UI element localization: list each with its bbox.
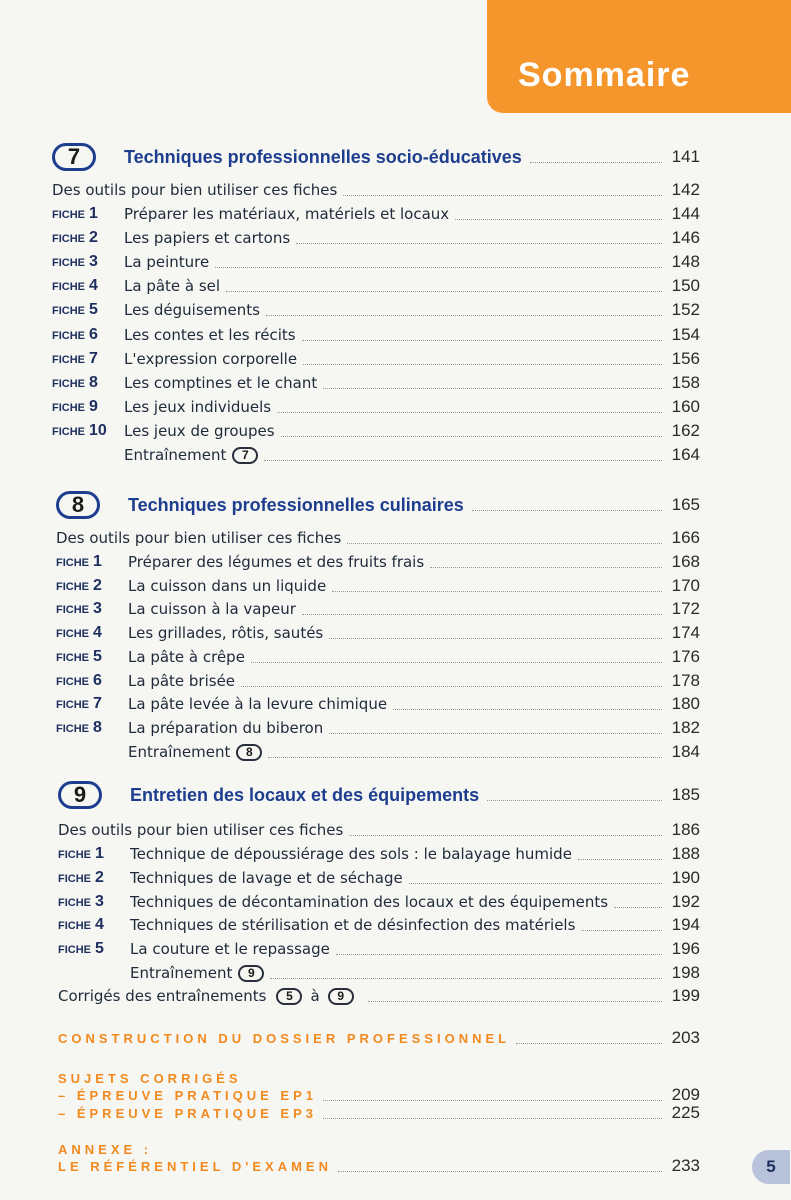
fiche-number: 9 bbox=[89, 398, 98, 415]
page-ref: 141 bbox=[671, 147, 700, 166]
entry-label: La pâte levée à la levure chimique bbox=[128, 695, 388, 713]
fiche-number: 3 bbox=[95, 893, 104, 910]
fiche-label bbox=[52, 205, 124, 223]
page-ref: 168 bbox=[671, 552, 700, 571]
entry-label: Préparer les matériaux, matériels et locaux bbox=[124, 205, 450, 223]
fiche-label bbox=[56, 719, 128, 737]
training-number-badge: 7 bbox=[232, 447, 258, 464]
dot-leader bbox=[323, 1100, 662, 1101]
page-ref: 164 bbox=[671, 445, 700, 464]
fiche-entry[interactable] bbox=[56, 550, 700, 574]
dot-leader bbox=[303, 364, 662, 365]
training-number-badge: 8 bbox=[236, 744, 262, 761]
sujets-heading-label: SUJETS CORRIGÉS bbox=[58, 1070, 242, 1086]
dot-leader bbox=[277, 412, 662, 413]
dot-leader bbox=[241, 686, 662, 687]
dot-leader bbox=[349, 835, 662, 836]
fiche-word: FICHE bbox=[58, 849, 91, 861]
fiche-entry[interactable] bbox=[58, 842, 700, 866]
section-title: Techniques professionnelles socio-éducatives bbox=[124, 146, 522, 167]
training-number-badge: 9 bbox=[238, 965, 264, 982]
fiche-word: FICHE bbox=[52, 378, 85, 390]
fiche-number: 5 bbox=[89, 301, 98, 318]
page-ref: 170 bbox=[671, 576, 700, 595]
dot-leader bbox=[264, 460, 662, 461]
page-ref: 148 bbox=[671, 252, 700, 271]
fiche-entry[interactable] bbox=[56, 645, 700, 669]
entry-label: L'expression corporelle bbox=[124, 350, 298, 368]
dot-leader bbox=[268, 757, 662, 758]
entry-label: CONSTRUCTION DU DOSSIER PROFESSIONNEL bbox=[58, 1030, 511, 1046]
page-ref: 144 bbox=[671, 204, 700, 223]
fiche-entry[interactable] bbox=[52, 371, 700, 395]
fiche-entry[interactable] bbox=[52, 395, 700, 419]
entry-label: Technique de dépoussiérage des sols : le balayage humide bbox=[130, 845, 572, 863]
entry-label: La pâte à sel bbox=[124, 277, 221, 295]
entry-label: La pâte brisée bbox=[128, 672, 236, 690]
entry-label: Les jeux individuels bbox=[124, 398, 272, 416]
entry-label: Entraînement bbox=[124, 446, 227, 464]
fiche-entry[interactable] bbox=[52, 226, 700, 250]
page-ref: 194 bbox=[671, 915, 700, 934]
fiche-word: FICHE bbox=[56, 723, 89, 735]
fiche-label bbox=[52, 229, 124, 247]
dot-leader bbox=[581, 930, 662, 931]
sujet-entry[interactable] bbox=[58, 1104, 700, 1122]
fiche-word: FICHE bbox=[58, 920, 91, 932]
fiche-number: 3 bbox=[89, 253, 98, 270]
section-heading[interactable] bbox=[56, 486, 700, 524]
dot-leader bbox=[409, 883, 662, 884]
dot-leader bbox=[487, 800, 662, 801]
fiche-word: FICHE bbox=[56, 628, 89, 640]
fiche-word: FICHE bbox=[56, 604, 89, 616]
dot-leader bbox=[343, 195, 662, 196]
fiche-label bbox=[58, 845, 130, 863]
fiche-word: FICHE bbox=[52, 402, 85, 414]
fiche-word: FICHE bbox=[56, 699, 89, 711]
dot-leader bbox=[266, 315, 662, 316]
fiche-word: FICHE bbox=[52, 354, 85, 366]
entry-label: La couture et le repassage bbox=[130, 940, 330, 958]
fiche-number: 7 bbox=[93, 695, 102, 712]
fiche-number: 2 bbox=[93, 577, 102, 594]
intro-entry[interactable] bbox=[58, 818, 700, 842]
entry-label: Les jeux de groupes bbox=[124, 422, 275, 440]
page-ref: 172 bbox=[671, 599, 700, 618]
corriges-entry[interactable] bbox=[58, 984, 700, 1008]
entry-label: Techniques de lavage et de séchage bbox=[130, 869, 403, 887]
dot-leader bbox=[323, 388, 662, 389]
page-ref: 196 bbox=[671, 939, 700, 958]
fiche-label bbox=[56, 695, 128, 713]
fiche-word: FICHE bbox=[52, 330, 85, 342]
section-number-badge: 9 bbox=[58, 781, 102, 809]
page-ref: 209 bbox=[671, 1085, 700, 1104]
page-ref: 186 bbox=[671, 820, 700, 839]
fiche-label bbox=[52, 422, 124, 440]
dot-leader bbox=[323, 1118, 662, 1119]
fiche-label bbox=[56, 672, 128, 690]
entry-label: Les papiers et cartons bbox=[124, 229, 291, 247]
sujets-heading bbox=[58, 1068, 242, 1088]
fiche-number: 8 bbox=[89, 374, 98, 391]
fiche-word: FICHE bbox=[52, 281, 85, 293]
training-entry[interactable] bbox=[52, 443, 700, 467]
dot-leader bbox=[302, 340, 662, 341]
fiche-word: FICHE bbox=[52, 233, 85, 245]
fiche-entry[interactable] bbox=[58, 913, 700, 937]
page-number: 5 bbox=[752, 1150, 790, 1184]
page-ref: 184 bbox=[671, 742, 700, 761]
page-ref: 233 bbox=[671, 1156, 700, 1175]
fiche-entry[interactable] bbox=[52, 250, 700, 274]
fiche-label bbox=[52, 374, 124, 392]
annexe-entry[interactable] bbox=[58, 1156, 700, 1176]
dot-leader bbox=[251, 662, 662, 663]
fiche-entry[interactable] bbox=[52, 298, 700, 322]
fiche-entry[interactable] bbox=[58, 866, 700, 890]
page-ref: 154 bbox=[671, 325, 700, 344]
fiche-label bbox=[56, 648, 128, 666]
page-ref: 162 bbox=[671, 421, 700, 440]
fiche-number: 10 bbox=[89, 422, 107, 439]
fiche-label bbox=[58, 916, 130, 934]
fiche-word: FICHE bbox=[56, 652, 89, 664]
dot-leader bbox=[296, 243, 662, 244]
section-number-badge: 7 bbox=[52, 143, 96, 171]
page-ref: 190 bbox=[671, 868, 700, 887]
intro-entry[interactable] bbox=[52, 178, 700, 202]
fiche-entry[interactable] bbox=[52, 323, 700, 347]
fiche-number: 4 bbox=[95, 916, 104, 933]
fiche-number: 2 bbox=[95, 869, 104, 886]
page-ref: 174 bbox=[671, 623, 700, 642]
fiche-label bbox=[58, 869, 130, 887]
section-number-badge: 8 bbox=[56, 491, 100, 519]
fiche-entry[interactable] bbox=[52, 347, 700, 371]
page-ref: 156 bbox=[671, 349, 700, 368]
fiche-label bbox=[52, 326, 124, 344]
entry-label: Techniques de décontamination des locaux et des équipements bbox=[130, 893, 609, 911]
fiche-label bbox=[56, 553, 128, 571]
page-ref: 158 bbox=[671, 373, 700, 392]
dot-leader bbox=[347, 543, 662, 544]
dot-leader bbox=[516, 1043, 662, 1044]
fiche-entry[interactable] bbox=[52, 274, 700, 298]
page-ref: 176 bbox=[671, 647, 700, 666]
page-ref: 165 bbox=[671, 495, 700, 514]
dot-leader bbox=[455, 219, 662, 220]
page-ref: 178 bbox=[671, 671, 700, 690]
entry-label: La préparation du biberon bbox=[128, 719, 324, 737]
page-ref: 150 bbox=[671, 276, 700, 295]
fiche-number: 3 bbox=[93, 600, 102, 617]
annexe-heading-label: ANNEXE : bbox=[58, 1141, 153, 1157]
fiche-number: 4 bbox=[89, 277, 98, 294]
fiche-number: 6 bbox=[93, 672, 102, 689]
page-ref: 199 bbox=[671, 986, 700, 1005]
fiche-number: 5 bbox=[93, 648, 102, 665]
entry-label: Corrigés des entraînements bbox=[58, 987, 267, 1005]
dot-leader bbox=[578, 859, 662, 860]
fiche-entry[interactable] bbox=[56, 597, 700, 621]
entry-label: La cuisson dans un liquide bbox=[128, 577, 327, 595]
fiche-entry[interactable] bbox=[56, 692, 700, 716]
fiche-entry[interactable] bbox=[52, 419, 700, 443]
entry-label: LE RÉFÉRENTIEL D'EXAMEN bbox=[58, 1158, 332, 1174]
corriges-from-badge: 5 bbox=[276, 988, 302, 1005]
fiche-number: 1 bbox=[93, 553, 102, 570]
fiche-number: 6 bbox=[89, 326, 98, 343]
page-ref: 182 bbox=[671, 718, 700, 737]
entry-label: La peinture bbox=[124, 253, 210, 271]
page-ref: 146 bbox=[671, 228, 700, 247]
page-ref: 188 bbox=[671, 844, 700, 863]
fiche-number: 2 bbox=[89, 229, 98, 246]
entry-label: – ÉPREUVE PRATIQUE EP3 bbox=[58, 1105, 317, 1121]
dot-leader bbox=[329, 638, 662, 639]
entry-label: – ÉPREUVE PRATIQUE EP1 bbox=[58, 1087, 317, 1103]
dot-leader bbox=[614, 907, 662, 908]
entry-label: Techniques de stérilisation et de désinfection des matériels bbox=[130, 916, 576, 934]
page-ref: 180 bbox=[671, 694, 700, 713]
fiche-number: 8 bbox=[93, 719, 102, 736]
fiche-word: FICHE bbox=[58, 944, 91, 956]
entry-label: Des outils pour bien utiliser ces fiches bbox=[58, 821, 344, 839]
fiche-word: FICHE bbox=[56, 557, 89, 569]
dot-leader bbox=[430, 567, 662, 568]
page-ref: 185 bbox=[671, 785, 700, 804]
dot-leader bbox=[472, 510, 662, 511]
fiche-word: FICHE bbox=[52, 426, 85, 438]
dot-leader bbox=[338, 1171, 662, 1172]
entry-label: Les grillades, rôtis, sautés bbox=[128, 624, 324, 642]
section-title: Techniques professionnelles culinaires bbox=[128, 494, 464, 515]
fiche-entry[interactable] bbox=[58, 890, 700, 914]
fiche-number: 1 bbox=[89, 205, 98, 222]
fiche-number: 7 bbox=[89, 350, 98, 367]
fiche-label bbox=[58, 940, 130, 958]
fiche-label bbox=[52, 350, 124, 368]
training-entry[interactable] bbox=[58, 961, 700, 985]
dot-leader bbox=[215, 267, 662, 268]
page-title: Sommaire bbox=[518, 56, 691, 94]
dot-leader bbox=[270, 978, 662, 979]
dot-leader bbox=[530, 162, 662, 163]
entry-label: Les déguisements bbox=[124, 301, 260, 319]
fiche-word: FICHE bbox=[52, 257, 85, 269]
fiche-entry[interactable] bbox=[58, 937, 700, 961]
entry-label: Des outils pour bien utiliser ces fiches bbox=[52, 181, 338, 199]
entry-label: Préparer des légumes et des fruits frais bbox=[128, 553, 425, 571]
section-heading[interactable] bbox=[52, 138, 700, 176]
fiche-label bbox=[56, 624, 128, 642]
fiche-entry[interactable] bbox=[56, 669, 700, 693]
page-ref: 166 bbox=[671, 528, 700, 547]
fiche-number: 5 bbox=[95, 940, 104, 957]
entry-label: Les comptines et le chant bbox=[124, 374, 318, 392]
intro-entry[interactable] bbox=[56, 526, 700, 550]
fiche-label bbox=[52, 301, 124, 319]
dot-leader bbox=[336, 954, 662, 955]
fiche-label bbox=[52, 398, 124, 416]
construction-entry[interactable] bbox=[58, 1026, 700, 1050]
page-ref: 225 bbox=[671, 1103, 700, 1122]
page-ref: 152 bbox=[671, 300, 700, 319]
fiche-word: FICHE bbox=[52, 305, 85, 317]
sujet-entry[interactable] bbox=[58, 1086, 700, 1104]
dot-leader bbox=[302, 614, 662, 615]
dot-leader bbox=[368, 1001, 662, 1002]
fiche-word: FICHE bbox=[52, 209, 85, 221]
entry-label: Entraînement bbox=[130, 964, 233, 982]
fiche-word: FICHE bbox=[56, 581, 89, 593]
page-ref: 160 bbox=[671, 397, 700, 416]
entry-label: La cuisson à la vapeur bbox=[128, 600, 296, 618]
dot-leader bbox=[332, 591, 662, 592]
entry-label: Des outils pour bien utiliser ces fiches bbox=[56, 529, 342, 547]
entry-label: Entraînement bbox=[128, 743, 231, 761]
fiche-label bbox=[58, 893, 130, 911]
fiche-number: 4 bbox=[93, 624, 102, 641]
fiche-entry[interactable] bbox=[56, 574, 700, 598]
corriges-to-word: à bbox=[310, 987, 320, 1005]
page-ref: 142 bbox=[671, 180, 700, 199]
fiche-label bbox=[56, 577, 128, 595]
fiche-number: 1 bbox=[95, 845, 104, 862]
section-title: Entretien des locaux et des équipements bbox=[130, 784, 480, 805]
fiche-label bbox=[52, 277, 124, 295]
fiche-label bbox=[56, 600, 128, 618]
page-ref: 198 bbox=[671, 963, 700, 982]
training-entry[interactable] bbox=[56, 740, 700, 764]
dot-leader bbox=[393, 709, 662, 710]
dot-leader bbox=[329, 733, 662, 734]
fiche-word: FICHE bbox=[58, 897, 91, 909]
fiche-entry[interactable] bbox=[56, 621, 700, 645]
entry-label: La pâte à crêpe bbox=[128, 648, 245, 666]
fiche-label bbox=[52, 253, 124, 271]
corriges-to-badge: 9 bbox=[328, 988, 354, 1005]
dot-leader bbox=[226, 291, 662, 292]
page-ref: 192 bbox=[671, 892, 700, 911]
section-heading[interactable] bbox=[58, 776, 700, 814]
fiche-entry[interactable] bbox=[56, 716, 700, 740]
fiche-entry[interactable] bbox=[52, 202, 700, 226]
fiche-word: FICHE bbox=[56, 676, 89, 688]
entry-label: Les contes et les récits bbox=[124, 326, 296, 344]
dot-leader bbox=[281, 436, 662, 437]
fiche-word: FICHE bbox=[58, 873, 91, 885]
page-ref: 203 bbox=[671, 1028, 700, 1047]
